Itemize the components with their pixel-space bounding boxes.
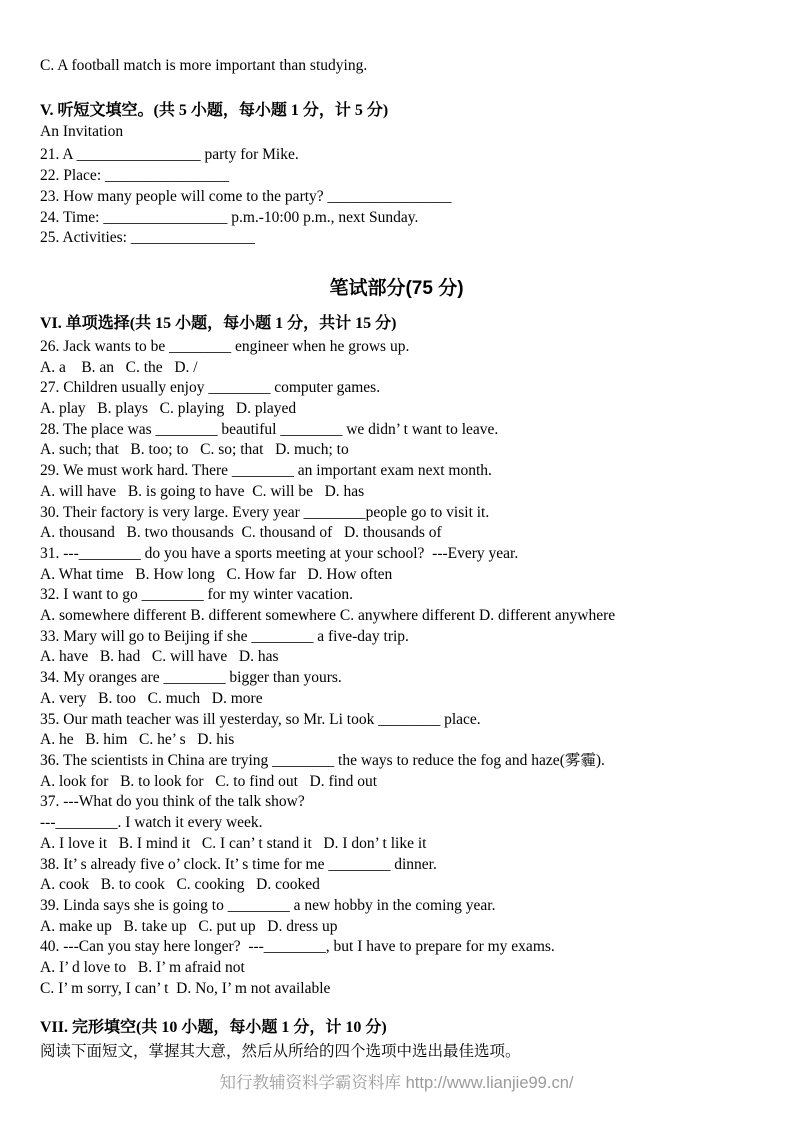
options-40-row-2: C. I’ m sorry, I can’ t D. No, I’ m not available <box>40 979 331 997</box>
question-37: 37. ---What do you think of the talk show? <box>40 793 305 811</box>
written-part-title: 笔试部分(75 分) <box>329 277 464 299</box>
question-30: 30. Their factory is very large. Every year ________people go to visit it. <box>40 503 490 521</box>
question-36: 36. The scientists in China are trying ________ the ways to reduce the fog and haze(雾霾). <box>40 751 605 769</box>
question-40: 40. ---Can you stay here longer? ---________, but I have to prepare for my exams. <box>40 938 555 956</box>
listening-item-24: 24. Time: ________________ p.m.-10:00 p.m., next Sunday. <box>40 208 419 226</box>
question-37-answer-line: ---________. I watch it every week. <box>40 814 263 832</box>
listening-item-23: 23. How many people will come to the party? ________________ <box>40 187 452 205</box>
listening-item-25: 25. Activities: ________________ <box>40 229 255 247</box>
question-39: 39. Linda says she is going to ________ a new hobby in the coming year. <box>40 896 496 914</box>
listening-subtitle: An Invitation <box>40 122 124 140</box>
question-33: 33. Mary will go to Beijing if she ________ a five-day trip. <box>40 627 409 645</box>
listening-item-21: 21. A ________________ party for Mike. <box>40 146 299 164</box>
options-30: A. thousand B. two thousands C. thousand of D. thousands of <box>40 524 442 542</box>
question-27: 27. Children usually enjoy ________ computer games. <box>40 379 381 397</box>
section-vii-heading: VII. 完形填空(共 10 小题，每小题 1 分，计 10 分) <box>40 1019 387 1037</box>
section-v-heading: V. 听短文填空。(共 5 小题，每小题 1 分，计 5 分) <box>40 101 389 119</box>
question-35: 35. Our math teacher was ill yesterday, so Mr. Li took ________ place. <box>40 710 481 728</box>
question-34: 34. My oranges are ________ bigger than yours. <box>40 669 342 687</box>
question-38: 38. It’ s already five o’ clock. It’ s time for me ________ dinner. <box>40 855 437 873</box>
question-32: 32. I want to go ________ for my winter vacation. <box>40 586 353 604</box>
options-32: A. somewhere different B. different somewhere C. anywhere different D. different anywhere <box>40 607 616 625</box>
options-28: A. such; that B. too; to C. so; that D. much; to <box>40 441 349 459</box>
options-34: A. very B. too C. much D. more <box>40 689 263 707</box>
question-26: 26. Jack wants to be ________ engineer when he grows up. <box>40 337 410 355</box>
options-33: A. have B. had C. will have D. has <box>40 648 279 666</box>
options-38: A. cook B. to cook C. cooking D. cooked <box>40 876 320 894</box>
section-vi-heading: VI. 单项选择(共 15 小题，每小题 1 分，共计 15 分) <box>40 314 397 332</box>
watermark-footer: 知行教辅资料学霸资料库 http://www.lianjie99.cn/ <box>219 1074 574 1093</box>
options-39: A. make up B. take up C. put up D. dress up <box>40 917 338 935</box>
question-29: 29. We must work hard. There ________ an important exam next month. <box>40 462 492 480</box>
options-29: A. will have B. is going to have C. will be D. has <box>40 482 365 500</box>
listening-item-22: 22. Place: ________________ <box>40 167 229 185</box>
options-35: A. he B. him C. he’ s D. his <box>40 731 235 749</box>
question-31: 31. ---________ do you have a sports meeting at your school? ---Every year. <box>40 544 519 562</box>
question-28: 28. The place was ________ beautiful ________ we didn’ t want to leave. <box>40 420 499 438</box>
options-40-row-1: A. I’ d love to B. I’ m afraid not <box>40 959 245 977</box>
cloze-instruction: 阅读下面短文，掌握其大意，然后从所给的四个选项中选出最佳选项。 <box>40 1043 521 1061</box>
options-27: A. play B. plays C. playing D. played <box>40 400 297 418</box>
options-31: A. What time B. How long C. How far D. How often <box>40 565 393 583</box>
options-37: A. I love it B. I mind it C. I can’ t stand it D. I don’ t like it <box>40 834 427 852</box>
options-26: A. a B. an C. the D. / <box>40 358 198 376</box>
carryover-option-c: C. A football match is more important than studying. <box>40 57 368 74</box>
options-36: A. look for B. to look for C. to find out D. find out <box>40 772 378 790</box>
